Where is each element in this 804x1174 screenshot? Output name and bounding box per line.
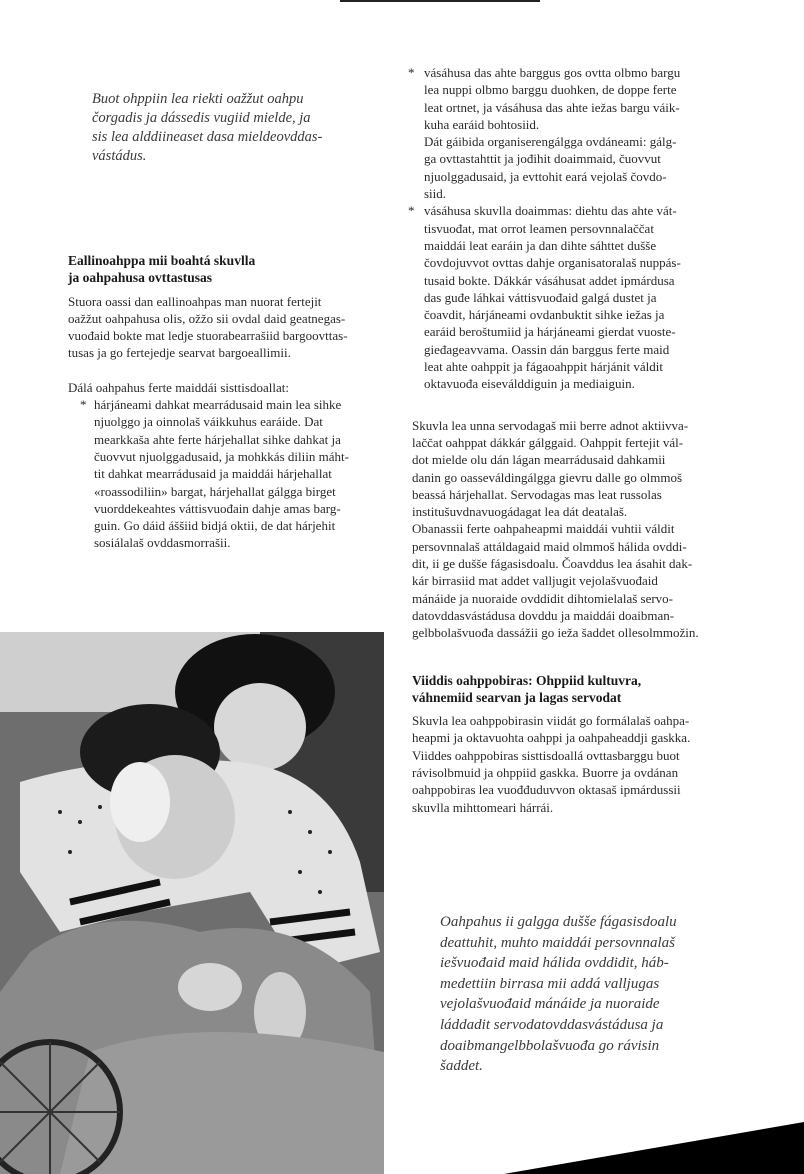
bullet-list: [68, 396, 370, 552]
bullet-list: [408, 64, 750, 393]
asterisk-bullet: *: [80, 397, 87, 413]
section-heading: Viiddis oahppobiras: Ohppiid kultuvra, váhnemiid searvan ja lagas servodat: [412, 672, 642, 705]
left-column: [68, 252, 370, 552]
right-column: [408, 64, 750, 816]
top-rule: [340, 0, 540, 2]
asterisk-bullet: *: [408, 203, 415, 219]
pull-quote-bottom: Oahpahus ii galgga dušše fágasisdoalu deattuhit, muhto maiddái persovnnalaš iešvuođaid maid hálida ovddidit, háb- medettiin birrasa mii addá valljugas vejolašvuođaid mánáide ja nuoraide láddadit servodatovddasvástádusa ja doaibmangelbbolašvuođa go rávisin šaddet.: [440, 914, 677, 1075]
list-item: * vásáhusa skuvlla doaimmas: diehtu das ahte vát- tisvuođat, mat orrot leamen persovnnalaččat maiddái leat earáin ja dan dihte sáhttet dušše čovdojuvvot ovttas dahje organisatoralaš nuppás- tusaid bokte. Dákkár vásáhusat addet ipmárdusa das guđe láhkai váttisvuođaid galgá dustet ja čoavdit, hárjáneami ovdanbuktit sihke iežas ja earáid beroštumiid ja hárjáneami gierdat vuoste- gieđageavvama. Oassin dán barggus ferte maid leat ahte oahppit ja fágaoahppit hárjánit váldit oktavuođa eiseválddiguin ja mediaiguin.: [408, 203, 681, 392]
pull-quote-top: Buot ohppiin lea riekti oažžut oahpu čorgadis ja dássedis vugiid mielde, ja sis lea alddiineaset dasa mieldeovddas- vástádus.: [92, 91, 323, 164]
page-corner-shadow: [504, 1122, 804, 1174]
paragraph: Skuvla lea oahppobirasin viidát go formálalaš oahpa- heapmi ja oktavuohta oahppi ja oahpaheaddji gaskka. Viiddes oahppobiras sisttisdoallá ovttasbarggu buot rávisolbmuid ja ohppiid gaskka. Buorre ja ovdánan oahppobiras lea vuođđuduvvon oktasaš ipmárdussii skuvlla mihttomeari hárrái.: [412, 713, 691, 815]
section-heading: Eallinoahppa mii boahtá skuvlla ja oahpahusa ovttastusas: [68, 253, 256, 286]
paragraph: Skuvla lea unna servodagaš mii berre adnot aktiivva- laččat oahppat dákkár gálggaid. Oahppit fertejit vál- dot mielde olu dán lágan mearrádusaid dahkamii danin go oasseváldingálgga gievru dalle go olmmoš beassá hárjehallat. Servodagas mas leat russolas institušuvdnavuogádagat lea dát deatalaš. Obanassii ferte oahpaheapmi maiddái vuhtii váldit persovnnalaš attáldagaid maid olmmoš hálida ovddi- dit, ii ge dušše fágasisdoalu. Čoavddus lea ásahit dak- kár birrasiid mat addet valljugit vejolašvuođaid mánáide ja nuoraide ovddidit dihtomielalaš servo- datovddasvástádusa dovddu ja maiddái doaibman- gelbbolašvuođa dassážii go ieža šaddet ollesolmmožin.: [412, 417, 699, 641]
list-item: * vásáhusa das ahte barggus gos ovtta olbmo bargu lea nuppi olbmo barggu duohken, de doppe ferte leat ortnet, ja vásáhusa das ahte iežas bargu váik- kuha earáid bohtosiid. Dát gáibida organiserengálgga ovdáneami: gálg- ga ovttastahttit ja jođihit doaimmaid, čuovvut njuolggadusaid, ja evttohit eará vejolaš čovdo- siid.: [408, 65, 681, 202]
asterisk-bullet: *: [408, 65, 415, 80]
paragraph: Stuora oassi dan eallinoahpas man nuorat fertejit oažžut oahpahusa olis, ožžo sii ovdal daid geatnegas- vuođaid bokte mat ledje stuorabearrašiid bargoovttas- tusas ja go fertejedje searvat bargoeallimii.: [68, 293, 348, 361]
list-item: * hárjáneami dahkat mearrádusaid main lea sihke njuolggo ja oinnolaš váikkuhus earáide. Dat mearkkaša ahte ferte hárjehallat sihke dahkat ja čuovvut njuolggadusaid, ja mohkkás diliin máht- tit dahkat mearrádusaid ja maiddái hárjehallat «roassodiliin» bargat, hárjehallat gálgga birget vuorddekeahtes váttisvuođain dahje amas barg- guin. Go dáid áššiid bidjá oktii, de dat hárjehit sosiálalaš ovddasmorrašii.: [80, 397, 349, 551]
photo-illustration: [0, 632, 384, 1174]
photo-elderly-woman-and-youth: [0, 632, 384, 1174]
list-intro: Dálá oahpahus ferte maiddái sisttisdoallat:: [68, 379, 289, 395]
